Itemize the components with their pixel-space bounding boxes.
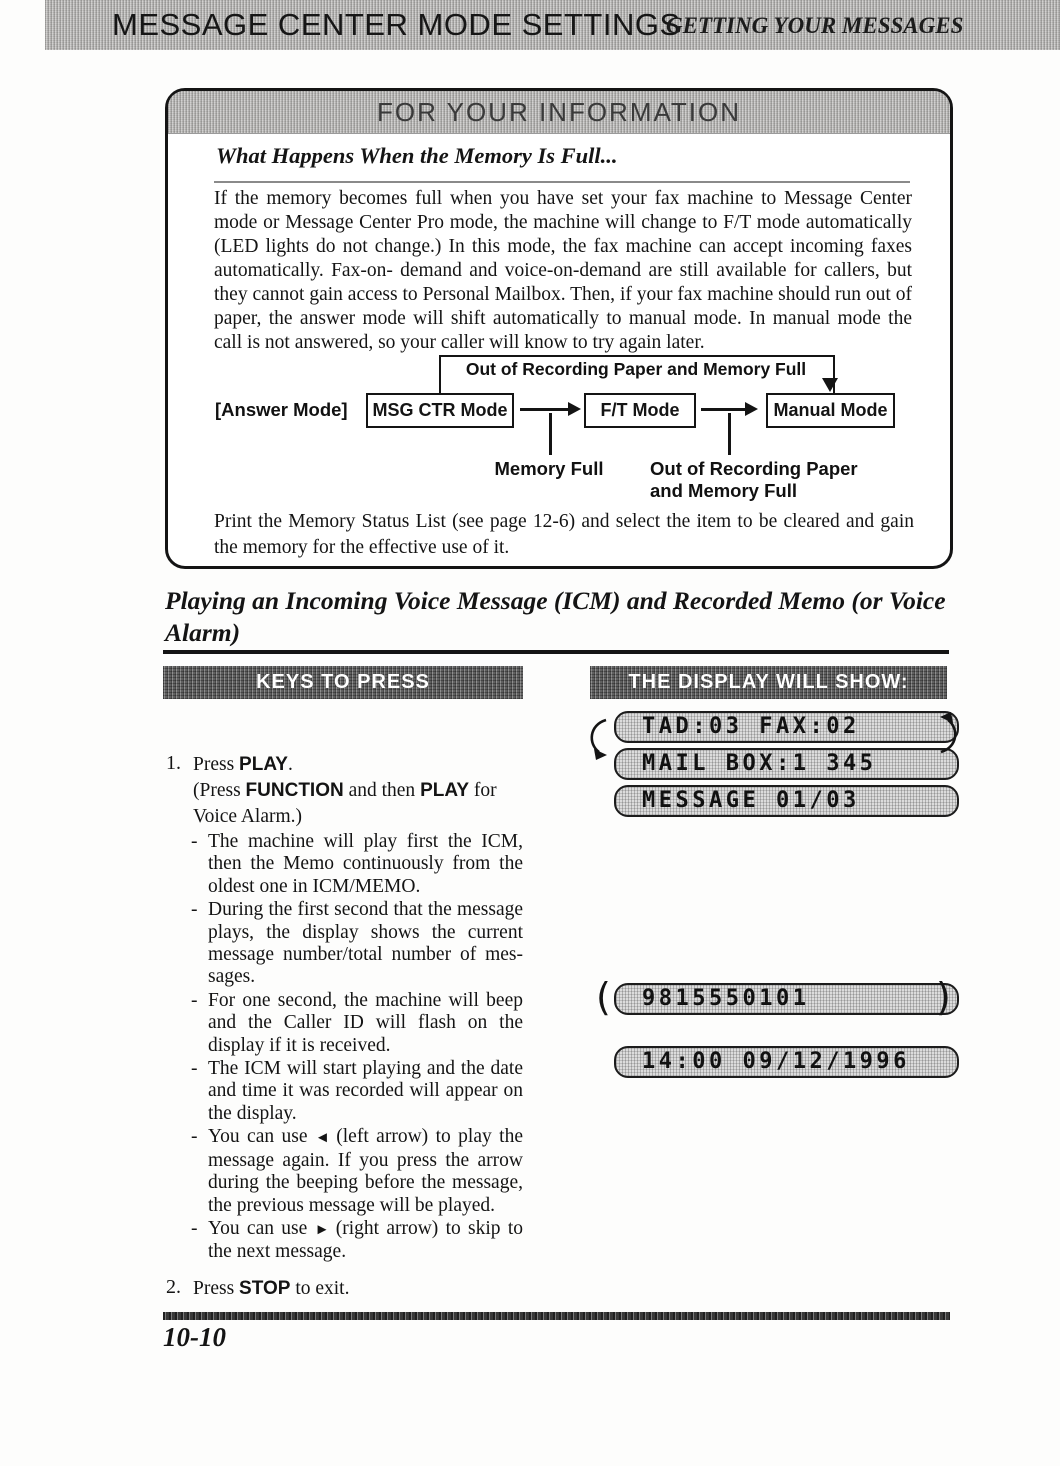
page-title: MESSAGE CENTER MODE SETTINGS	[112, 7, 681, 42]
section-title: Playing an Incoming Voice Message (ICM) and Recorded Memo (or Voice Alarm)	[165, 586, 946, 647]
mode-box-msg-ctr: MSG CTR Mode	[366, 393, 514, 428]
step-1-paren-end: for Voice Alarm.)	[193, 780, 497, 827]
function-key-label: FUNCTION	[245, 780, 344, 801]
step-1-paren-mid: and then	[343, 780, 421, 801]
paren-open: (	[596, 975, 611, 1019]
step-number: 2.	[166, 1276, 181, 1298]
play-key-label: PLAY	[239, 754, 288, 775]
footer-rule	[163, 1312, 950, 1320]
mode-box-manual: Manual Mode	[766, 393, 895, 428]
right-arrow-icon: ►	[314, 1221, 329, 1238]
bullet-text: The machine will play first the ICM, then the Memo continuously from the oldest one in ICM/MEMO.	[208, 831, 523, 897]
mode-box-ft: F/T Mode	[584, 393, 696, 428]
cycle-arrow-right-icon	[938, 712, 964, 756]
bullet-marker: -	[191, 831, 198, 852]
bullet-text: The ICM will start playing and the date and time it was recorded will appear on the display.	[208, 1058, 523, 1124]
section-underline	[163, 650, 949, 654]
flow-arrow-1-line	[520, 408, 570, 411]
flow-arrow-1-head	[568, 402, 581, 416]
cycle-arrow-left-icon	[583, 716, 609, 760]
list-item	[191, 1218, 523, 1264]
memory-full-label: Memory Full	[494, 458, 604, 479]
list-item	[191, 899, 523, 989]
bullet-marker: -	[191, 1126, 198, 1148]
info-heading: What Happens When the Memory Is Full...	[216, 143, 618, 168]
lcd-screen-message-count: MESSAGE 01/03	[614, 785, 959, 817]
left-arrow-icon: ◄	[314, 1130, 329, 1147]
step-2-text: Press	[193, 1278, 240, 1299]
heading-divider	[214, 181, 910, 183]
diagram-bracket-arrowhead	[822, 378, 838, 392]
list-item	[191, 1058, 523, 1125]
step-1	[166, 752, 512, 830]
out-of-paper-label: Out of Recording Paper and Memory Full	[650, 458, 858, 501]
lcd-datetime: 14:00 09/12/1996	[614, 1046, 959, 1078]
step-number: 1.	[166, 752, 181, 774]
info-box-banner: FOR YOUR INFORMATION	[168, 91, 950, 134]
flow-arrow-2-line	[701, 408, 747, 411]
bullet-marker: -	[191, 1217, 198, 1239]
list-item	[191, 831, 523, 898]
step-2-rest: to exit.	[290, 1278, 350, 1299]
flow-arrow-2-head	[745, 402, 758, 416]
step-1-text: Press	[193, 754, 240, 775]
info-footer-text: Print the Memory Status List (see page 12-6) and select the item to be cleared and gain the memory for the effective use of it.	[214, 511, 914, 558]
bullet-marker: -	[191, 1058, 198, 1080]
stop-key-label: STOP	[239, 1278, 291, 1299]
drop-line-out-of-paper	[728, 413, 731, 455]
page-subtitle: GETTING YOUR MESSAGES	[666, 13, 964, 38]
bullet-list	[191, 831, 523, 1265]
list-item	[191, 1126, 523, 1217]
lcd-screen-mailbox: MAIL BOX:1 345	[614, 748, 959, 780]
header-banner	[45, 0, 1060, 50]
answer-mode-label: [Answer Mode]	[215, 399, 348, 420]
display-will-show-banner: THE DISPLAY WILL SHOW:	[590, 666, 947, 699]
keys-to-press-banner: KEYS TO PRESS	[163, 666, 523, 699]
bullet-text: During the first second that the message plays, the display shows the current message number/total number of mes- sages.	[208, 899, 523, 988]
bullet-text: (left arrow) to play the message again. If you press the arrow during the beeping before the message, the previous message will be played.	[208, 1126, 524, 1216]
page-number: 10-10	[163, 1322, 226, 1352]
info-body-text: If the memory becomes full when you have set your fax machine to Message Center mode or Message Center Pro mode, the machine will change to F/T mode automatically (LED lights do not change.) In this mode, the fax machine can accept incoming faxes automatically. Fax-on- demand and voice-on-demand are still available for callers, but they cannot gain access to Personal Mailbox. Then, if your fax machine should run out of paper, the answer mode will shift automatically to manual mode. In manual mode the call is not answered, so your caller will know to try again later.	[214, 188, 912, 353]
lcd-screen-tad-fax: TAD:03 FAX:02	[614, 711, 959, 743]
diagram-top-label: Out of Recording Paper and Memory Full	[465, 359, 807, 379]
drop-line-memory-full	[549, 413, 552, 455]
step-2	[166, 1276, 512, 1302]
step-1-paren-pre: (Press	[193, 780, 246, 801]
step-1-period: .	[287, 754, 293, 775]
bullet-text: You can use	[208, 1126, 315, 1148]
bullet-text: For one second, the machine will beep and the Caller ID will flash on the display if it is received.	[208, 989, 523, 1056]
bullet-marker: -	[191, 899, 198, 921]
paren-close: )	[936, 975, 951, 1019]
list-item	[191, 990, 523, 1057]
bullet-text: (right arrow) to skip to the next message.	[208, 1217, 523, 1263]
bullet-text: You can use	[208, 1217, 315, 1239]
play-key-label-2: PLAY	[420, 780, 469, 801]
lcd-caller-id: 9815550101	[614, 983, 959, 1015]
bullet-marker: -	[191, 989, 198, 1011]
